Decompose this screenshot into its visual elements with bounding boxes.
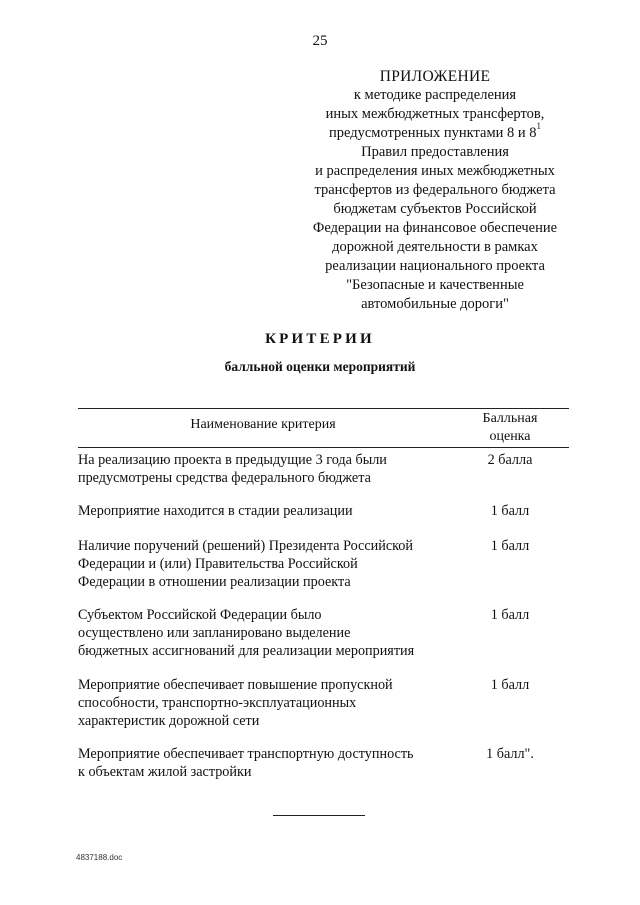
appendix-line-4: Правил предоставления [361,144,509,160]
table-row-3-score: 1 балл [490,538,530,554]
table-row-4-line-3: бюджетных ассигнований для реализации мероприятия [78,643,415,659]
appendix-line-2: иных межбюджетных трансфертов, [325,106,545,122]
table-row-2-name [78,502,448,520]
table-row-4-line-1: Субъектом Российской Федерации было [78,607,322,623]
table-row-3-line-2: Федерации и (или) Правительства Российской [78,556,358,572]
appendix-line-8: Федерации на финансовое обеспечение [312,220,558,236]
appendix-block [290,67,580,314]
appendix-superscript: 1 [536,121,542,132]
appendix-title: ПРИЛОЖЕНИЕ [379,68,491,85]
table-header-score-line-2: оценка [489,429,531,444]
closing-separator [273,815,365,816]
table-row-6-score: 1 балл". [486,746,534,762]
table-header-score-line-1: Балльная [482,411,538,426]
appendix-line-3 [290,121,580,143]
appendix-line-11: "Безопасные и качественные [346,277,524,293]
table-row-3-name [78,537,448,591]
table-row-2-line-1: Мероприятие находится в стадии реализации [78,503,353,519]
table-row-2-score: 1 балл [490,503,530,519]
appendix-line-10: реализации национального проекта [325,258,545,274]
table-row-5-line-3: характеристик дорожной сети [78,713,260,729]
table-row-5-line-2: способности, транспортно-эксплуатационных [78,695,357,711]
appendix-line-5: и распределения иных межбюджетных [315,163,555,179]
table-row-3-line-3: Федерации в отношении реализации проекта [78,574,351,590]
table-row-4-score: 1 балл [490,607,530,623]
appendix-line-1: к методике распределения [353,87,517,103]
table-row-1-line-2: предусмотрены средства федерального бюджета [78,470,371,486]
table-row-1-name [78,451,448,487]
footer-file-name: 4837188.doc [76,853,123,862]
table-row-4-line-2: осуществлено или запланировано выделение [78,625,351,641]
table-row-6-name [78,745,448,781]
table-row-5-line-1: Мероприятие обеспечивает повышение пропускной [78,677,393,693]
table-header-score [452,410,568,446]
appendix-line-12: автомобильные дороги" [361,296,509,312]
table-top-rule [78,408,569,409]
table-row-3-line-1: Наличие поручений (решений) Президента Российской [78,538,413,554]
page-number: 25 [312,33,328,49]
table-row-6-line-1: Мероприятие обеспечивает транспортную доступность [78,746,414,762]
table-row-6-line-2: к объектам жилой застройки [78,764,252,780]
table-header-rule [78,447,569,448]
criteria-subtitle: балльной оценки мероприятий [224,359,416,374]
table-header-name: Наименование критерия [190,417,336,432]
appendix-line-3-text: предусмотренных пунктами 8 и 8 [328,125,537,141]
criteria-title: КРИТЕРИИ [265,331,375,347]
table-row-4-name [78,606,448,660]
appendix-line-7: бюджетам субъектов Российской [333,201,537,217]
table-row-1-score: 2 балла [487,452,533,468]
table-row-5-score: 1 балл [490,677,530,693]
appendix-line-9: дорожной деятельности в рамках [332,239,538,255]
appendix-line-6: трансфертов из федерального бюджета [314,182,556,198]
table-row-5-name [78,676,448,730]
table-row-1-line-1: На реализацию проекта в предыдущие 3 года были [78,452,387,468]
